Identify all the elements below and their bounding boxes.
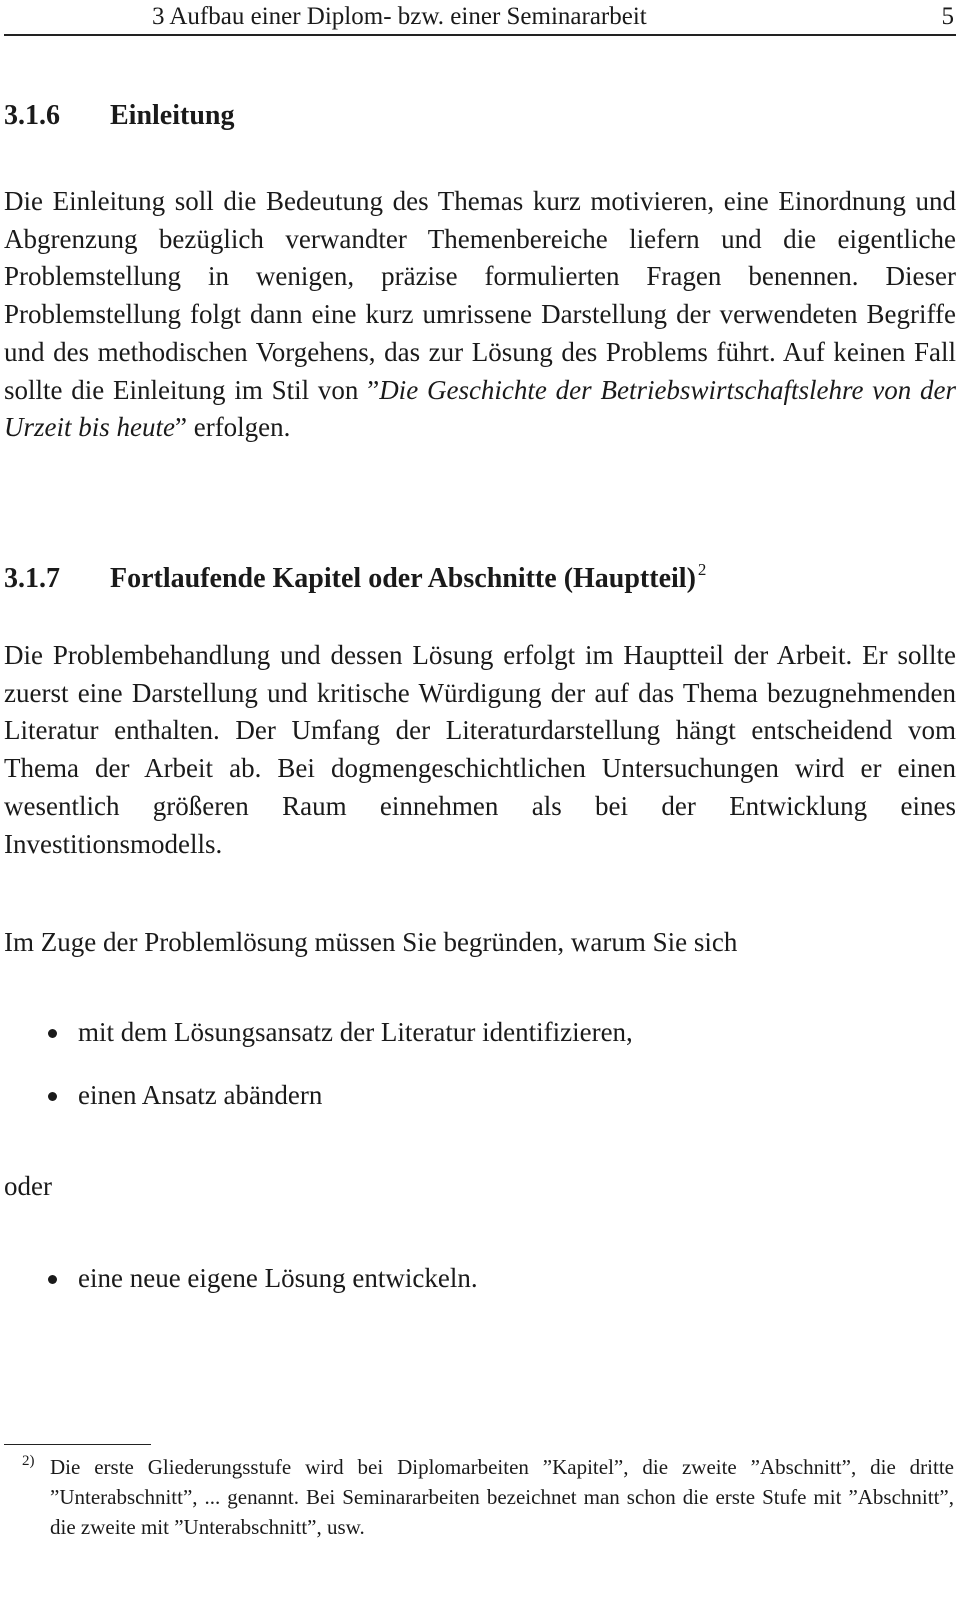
list-item-text: eine neue eigene Lösung entwickeln. (78, 1263, 478, 1293)
paragraph-italic-title: Die Geschichte der Betriebswirtschaftslehre von der Urzeit bis heute (4, 374, 956, 443)
section-title: Fortlaufende Kapitel oder Abschnitte (Hauptteil) (110, 563, 696, 594)
paragraph-text-end: ” erfolgen. (174, 412, 291, 443)
header-rule (4, 34, 956, 36)
einleitung-paragraph (4, 183, 956, 447)
header-title: 3 Aufbau einer Diplom- bzw. einer Seminararbeit (152, 3, 647, 30)
bullet-icon (48, 1275, 57, 1284)
paragraph-text: Im Zuge der Problemlösung müssen Sie begründen, warum Sie sich (4, 927, 738, 957)
footnote-reference: 2 (697, 560, 707, 579)
section-title: Einleitung (110, 100, 235, 131)
bullet-list-1 (4, 1014, 956, 1114)
bullet-list-2 (4, 1260, 956, 1297)
connector-text (4, 1168, 956, 1206)
section-heading-einleitung (4, 99, 234, 133)
paragraph-text: Die Problembehandlung und dessen Lösung erfolgt im Hauptteil der Arbeit. Er sollte zuerst eine Darstellung und kritische Würdigung der auf das Thema bezugnehmenden Literatur enthalten. Der Umfang der Literaturdarstellung hängt entscheidend vom Thema der Arbeit ab. Bei dogmengeschichtlichen Untersuchungen wird er einen wesentlich größeren Raum einnehmen als bei der Entwicklung eines Investitionsmodells. (4, 640, 956, 859)
section-heading-hauptteil (4, 553, 706, 596)
list-item-text: einen Ansatz abändern (78, 1080, 323, 1110)
list-item-text: mit dem Lösungsansatz der Literatur identifizieren, (78, 1017, 633, 1047)
list-item (4, 1260, 956, 1297)
running-header (152, 0, 954, 33)
footnote-text: Die erste Gliederungsstufe wird bei Diplomarbeiten ”Kapitel”, die zweite ”Abschnitt”, die dritte ”Unterabschnitt”, ... genannt. Bei Seminararbeiten bezeichnet man schon die erste Stufe mit ”Abschnitt”, die zweite mit ”Unterabschnitt”, usw. (50, 1455, 954, 1539)
bullet-icon (48, 1092, 57, 1101)
footnote-mark: 2) (22, 1453, 35, 1469)
list-item (4, 1077, 956, 1114)
section-number: 3.1.7 (4, 563, 60, 594)
page-number: 5 (941, 3, 954, 30)
paragraph-text: Die Einleitung soll die Bedeutung des Themas kurz motivieren, eine Einordnung und Abgrenzung bezüglich verwandter Themenbereiche liefern und die eigentliche Problemstellung in wenigen, präzise formulierten Fragen benennen. Dieser Problemstellung folgt dann eine kurz umrissene Darstellung der verwendeten Begriffe und des methodischen Vorgehens, das zur Lösung des Problems führt. Auf keinen Fall sollte die Einleitung im Stil von ” (4, 186, 956, 405)
connector-word: oder (4, 1171, 52, 1201)
hauptteil-paragraph-1 (4, 637, 956, 863)
section-number: 3.1.6 (4, 100, 60, 131)
bullet-icon (48, 1029, 57, 1038)
hauptteil-paragraph-2 (4, 924, 956, 962)
list-item (4, 1014, 956, 1051)
footnote-rule (4, 1444, 151, 1445)
footnote (22, 1452, 954, 1542)
